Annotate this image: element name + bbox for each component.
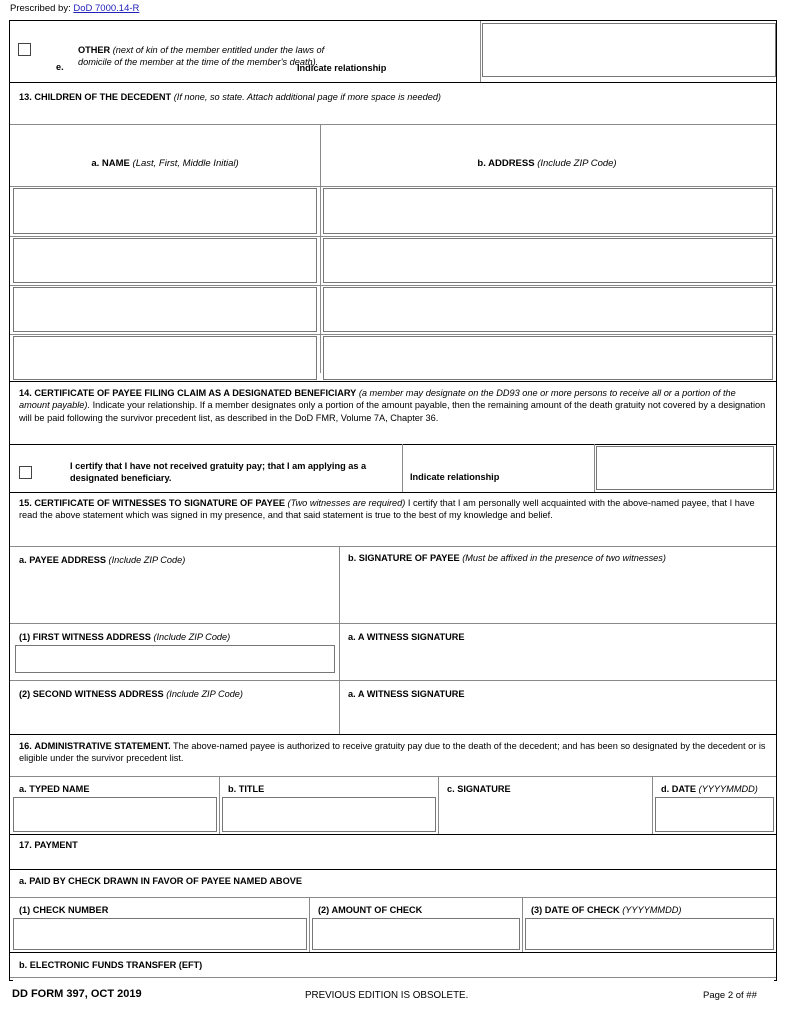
- item-17-eft-rule: [10, 952, 776, 953]
- table-row-1-name-input[interactable]: [13, 188, 317, 234]
- item-14-title: CERTIFICATE OF PAYEE FILING CLAIM AS A DESIGNATED BENEFICIARY: [34, 388, 357, 398]
- item-15-second-witness-label: [19, 689, 243, 701]
- item-14-section: [10, 382, 776, 492]
- item-15-payee-address-input[interactable]: [13, 567, 337, 617]
- item-15-addr-rule: [10, 546, 776, 547]
- item-13-col-address-key: b. ADDRESS: [477, 158, 535, 169]
- item-17-paidby-rule: [10, 869, 776, 870]
- item-16-date-hint: (YYYYMMDD): [698, 784, 758, 794]
- item-15-payee-address-label: [19, 555, 185, 567]
- table-row-3-address-input[interactable]: [323, 287, 773, 332]
- item-16-heading: [19, 740, 767, 765]
- item-15-title: CERTIFICATE OF WITNESSES TO SIGNATURE OF PAYEE: [34, 498, 285, 508]
- item-12e-row: [10, 21, 776, 82]
- item-14-divider-2: [594, 444, 595, 492]
- item-13-colheader-rule: [10, 186, 776, 187]
- previous-edition-notice: PREVIOUS EDITION IS OBSOLETE.: [305, 990, 469, 1001]
- item-13-title: CHILDREN OF THE DECEDENT: [34, 92, 172, 102]
- item-16-title-label: b. TITLE: [228, 784, 265, 794]
- table-row-1-address-input[interactable]: [323, 188, 773, 234]
- item-15-second-witness-hint: (Include ZIP Code): [166, 689, 243, 699]
- table-row-4-name-input[interactable]: [13, 336, 317, 380]
- item-16-date-key: d. DATE: [661, 784, 697, 794]
- item-16-signature-label: c. SIGNATURE: [447, 784, 511, 794]
- item-15-first-witness-sig-label: a. A WITNESS SIGNATURE: [348, 632, 465, 642]
- item-14-relationship-label: Indicate relationship: [410, 472, 500, 482]
- table-row-2-address-input[interactable]: [323, 238, 773, 283]
- item-14-relationship-input[interactable]: [596, 446, 774, 490]
- item-14-number: 14.: [19, 388, 32, 398]
- item-12e-checkbox[interactable]: [18, 43, 31, 56]
- item-15-first-witness-input[interactable]: [15, 645, 335, 673]
- item-17-date-of-check-input[interactable]: [525, 918, 774, 950]
- item-16-title-input[interactable]: [222, 797, 436, 832]
- item-16-number: 16.: [19, 741, 32, 751]
- item-17-date-of-check-hint: (YYYYMMDD): [622, 905, 682, 915]
- item-12e-divider-1: [480, 21, 481, 82]
- item-16-divider-1: [219, 776, 220, 834]
- item-17-title: PAYMENT: [34, 840, 78, 850]
- item-15-signature-payee-key: b. SIGNATURE OF PAYEE: [348, 553, 460, 563]
- item-13-number: 13.: [19, 92, 32, 102]
- item-15-first-witness-key: (1) FIRST WITNESS ADDRESS: [19, 632, 151, 642]
- item-17-eft-label: b. ELECTRONIC FUNDS TRANSFER (EFT): [19, 960, 203, 970]
- item-17-section: [10, 834, 776, 982]
- item-15-second-witness-sig-label: a. A WITNESS SIGNATURE: [348, 689, 465, 699]
- table-row-3-name-input[interactable]: [13, 287, 317, 332]
- item-16-title: ADMINISTRATIVE STATEMENT.: [34, 741, 171, 751]
- item-17-paid-by-check-label: a. PAID BY CHECK DRAWN IN FAVOR OF PAYEE NAMED ABOVE: [19, 876, 302, 886]
- item-15-second-witness-input[interactable]: [15, 702, 335, 730]
- item-17-check-number-label: (1) CHECK NUMBER: [19, 905, 109, 915]
- item-12e-desc-text: (next of kin of the member entitled under the laws of domicile of the member at the time of the member's death).: [78, 45, 325, 68]
- item-17-number: 17.: [19, 840, 32, 850]
- item-13-column-divider: [320, 124, 321, 373]
- item-14-certify-rule: [10, 444, 776, 445]
- item-15-first-witness-hint: (Include ZIP Code): [153, 632, 231, 642]
- item-16-divider-3: [652, 776, 653, 834]
- item-16-typed-name-input[interactable]: [13, 797, 217, 832]
- item-16-divider-2: [438, 776, 439, 834]
- item-14-divider-1: [402, 444, 403, 492]
- item-17-amount-label: (2) AMOUNT OF CHECK: [318, 905, 423, 915]
- item-12e-relationship-input[interactable]: [482, 23, 776, 77]
- item-13-note: (If none, so state. Attach additional page if more space is needed): [173, 92, 441, 102]
- item-17-check-number-input[interactable]: [13, 918, 307, 950]
- item-13-heading: [19, 91, 759, 103]
- item-17-heading: [19, 840, 78, 852]
- item-17-amount-input[interactable]: [312, 918, 520, 950]
- item-14-body: Indicate your relationship. If a member designates only a portion of the amount payable, then the remaining amount of the death gratuity not covered by a designation will be paid following the survivor precedent list, as described in the DoD FMR, Volume 7A, Chapter 36.: [19, 400, 766, 423]
- item-13-col-name-hint: (Last, First, Middle Initial): [132, 158, 239, 169]
- item-13-section: [10, 83, 776, 373]
- item-13-row-rule-2: [10, 285, 776, 286]
- item-17-divider-1: [309, 897, 310, 952]
- item-16-body: The above-named payee is authorized to receive gratuity pay due to the death of the decedent; and has been so designated by the decedent or is eligible under the survivor precedent list.: [19, 741, 766, 764]
- item-15-heading: [19, 497, 767, 522]
- item-15-signature-payee-hint: (Must be affixed in the presence of two witnesses): [462, 553, 666, 563]
- item-16-section: [10, 735, 776, 834]
- item-15-first-witness-sig-input[interactable]: [342, 645, 774, 675]
- prescribed-by-line: [10, 3, 139, 15]
- item-13-col-address-hint: (Include ZIP Code): [537, 158, 617, 169]
- item-15-second-witness-sig-input[interactable]: [342, 702, 774, 730]
- table-row-4-address-input[interactable]: [323, 336, 773, 380]
- item-15-payee-address-hint: (Include ZIP Code): [108, 555, 186, 565]
- item-16-date-input[interactable]: [655, 797, 774, 832]
- page-number-footer: Page 2 of ##: [703, 990, 757, 1001]
- item-15-second-witness-rule: [10, 680, 776, 681]
- item-13-col-name-header: [10, 158, 320, 169]
- item-15-signature-payee-input[interactable]: [342, 580, 774, 618]
- item-13-header-rule: [10, 124, 776, 125]
- item-13-row-rule-1: [10, 236, 776, 237]
- item-17-date-of-check-label: [531, 905, 681, 917]
- item-17-divider-2: [522, 897, 523, 952]
- item-13-col-address-header: [322, 158, 772, 169]
- item-15-col-divider: [339, 546, 340, 734]
- item-12e-letter: e.: [56, 62, 64, 72]
- item-14-paren: (a member may designate on the DD93 one or more persons to receive all or a portion of the amount payable).: [19, 388, 736, 411]
- item-16-typed-name-label: a. TYPED NAME: [19, 784, 90, 794]
- item-14-certify-checkbox[interactable]: [19, 466, 32, 479]
- item-16-signature-input[interactable]: [441, 797, 650, 832]
- item-15-number: 15.: [19, 498, 32, 508]
- item-12e-relationship-label: Indicate relationship: [297, 63, 387, 73]
- item-15-first-witness-rule: [10, 623, 776, 624]
- dod-regulation-link[interactable]: DoD 7000.14-R: [73, 3, 140, 14]
- item-15-payee-address-key: a. PAYEE ADDRESS: [19, 555, 106, 565]
- item-12e-description: [78, 44, 328, 69]
- item-14-heading: [19, 387, 767, 424]
- item-17-check-fields-rule: [10, 897, 776, 898]
- item-15-body: I certify that I am personally well acquainted with the above-named payee, that I have read the above statement which was signed in my presence, and that said statement is true to the best of my knowledge and belief.: [19, 498, 755, 521]
- form-id-footer: DD FORM 397, OCT 2019: [12, 988, 142, 1000]
- item-15-section: [10, 492, 776, 734]
- prescribed-by-label: Prescribed by:: [10, 3, 71, 14]
- item-15-paren: (Two witnesses are required): [287, 498, 406, 508]
- item-12e-title: OTHER: [78, 45, 111, 55]
- item-17-date-of-check-key: (3) DATE OF CHECK: [531, 905, 620, 915]
- item-16-fields-rule: [10, 776, 776, 777]
- item-15-first-witness-label: [19, 632, 230, 644]
- table-row-2-name-input[interactable]: [13, 238, 317, 283]
- item-13-row-rule-3: [10, 334, 776, 335]
- item-16-date-label: [661, 784, 758, 796]
- item-15-second-witness-key: (2) SECOND WITNESS ADDRESS: [19, 689, 164, 699]
- item-15-signature-payee-label: [348, 553, 678, 565]
- item-13-col-name-key: a. NAME: [91, 158, 130, 169]
- item-14-certify-text: I certify that I have not received gratuity pay; that I am applying as a designated beneficiary.: [70, 461, 367, 483]
- form-body-frame: [9, 20, 777, 981]
